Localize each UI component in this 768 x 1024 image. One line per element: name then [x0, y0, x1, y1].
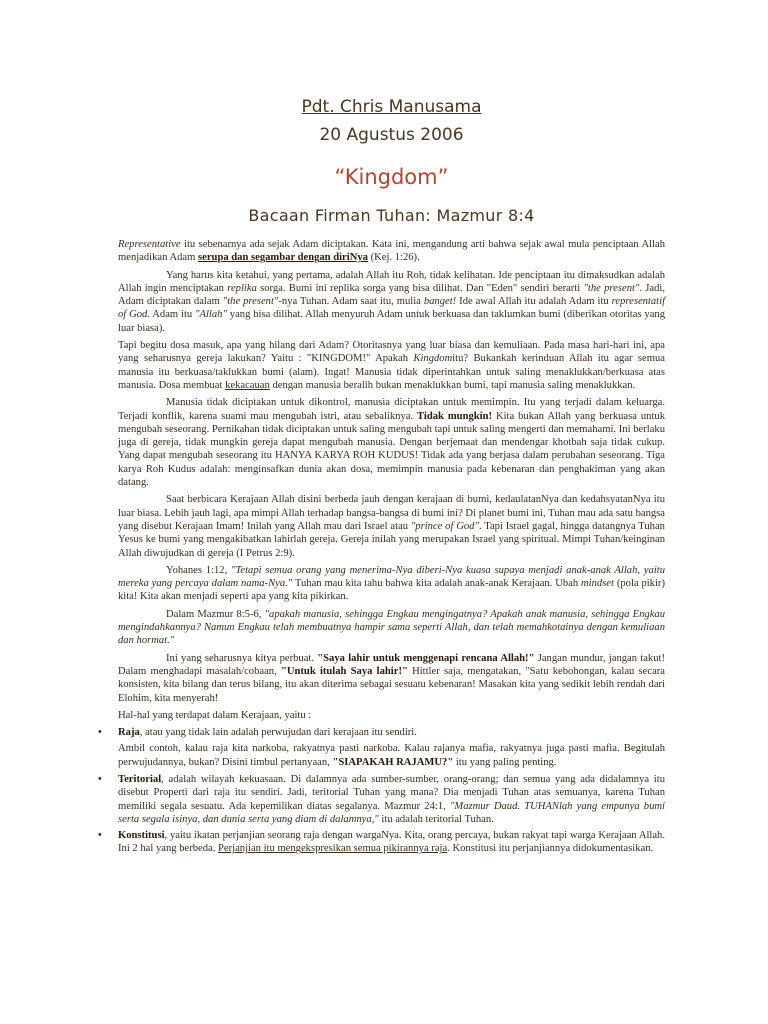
- bullet-tail: itu adalah teritorial Tuhan.: [378, 813, 494, 825]
- p4-b: Tidak mungkin!: [417, 410, 493, 422]
- p3-c: Yaitu : "KINGDOM!" Apakah: [265, 353, 414, 365]
- p2-m: yang bisa dilihat. Allah menyuruh Adam untuk berkuasa dan taklumkan bumi (diberikan otoritas yang luar biasa).: [118, 309, 665, 334]
- p6-b: "Tetapi semua orang yang menerima-Nya diberi-Nya kuasa supaya menjadi anak-anak Allah, yaitu mereka yang percaya dalam nama-Nya.": [118, 564, 665, 590]
- bullet-head: Raja: [118, 727, 140, 739]
- p8-d: "Untuk itulah Saya lahir!": [280, 665, 408, 677]
- paragraph-8: [118, 652, 665, 705]
- p5-b: "prince of God": [410, 520, 479, 532]
- p4-c: Kita bukan Allah yang berkuasa untuk mengubah seseorang. Pernikahan tidak diciptakan untuk saling mengubah tapi untuk saling mengerti dan memahami. Ini berlaku juga di gereja, tidak mungkin gereja dapat mengubah manusia. Dengan berjemaat dan mendengar khotbah saja tidak cukup. Yang dapat mengubah seseorang itu HANYA KARYA ROH KUDUS! Tidak ada yang berjasa dalam perubahan seseorang. Tiga karya Roh Kudus adalah: menginsafkan dunia akan dosa, memimpin manusia pada kebenaran dan penghakiman yang akan datang.: [118, 410, 665, 489]
- p4-a: Manusia tidak diciptakan untuk dikontrol, manusia diciptakan untuk memimpin. Itu yang terjadi dalam keluarga. Terjadi konflik, karena suami mau mengubah istri, atau sebaliknya.: [118, 397, 665, 422]
- document-header: [118, 96, 665, 226]
- sermon-title: “Kingdom”: [334, 165, 449, 189]
- sermon-date: 20 Agustus 2006: [319, 125, 464, 145]
- p2-l: "Allah": [195, 309, 227, 321]
- sub-c: itu yang paling penting.: [453, 756, 557, 768]
- p1-underline: serupa dan segambar dengan diriNya: [198, 252, 368, 264]
- p1-text: itu sebenarnya ada sejak Adam diciptakan. Kata ini, mengandung arti bahwa sejak awal mula penciptaan Allah menjadikan Adam: [118, 239, 665, 264]
- bullet-text: , yaitu ikatan perjanjian seorang raja dengan wargaNya. Kita, orang percaya, bukan rakyat tapi warga Kerajaan Allah. Ini 2 hal yang berbeda.: [118, 830, 665, 855]
- bullet-head: Konstitusi: [118, 830, 165, 842]
- p2-j: representatif of God: [118, 296, 666, 321]
- p8-b: "Saya lahir untuk menggenapi rencana Allah!": [317, 652, 535, 664]
- p3-d: Kingdom: [413, 353, 453, 365]
- bullet-tail: . Konstitusi itu perjanjiannya didokumentasikan.: [447, 843, 654, 855]
- p3-g: dengan manusia beralih bukan menaklukkan bumi, tapi manusia saling menaklukkan.: [269, 379, 636, 391]
- p2-i: Ide awal Allah itu adalah Adam itu: [456, 296, 612, 308]
- paragraph-1: [118, 238, 665, 265]
- p1-tail: (Kej. 1:26).: [367, 252, 420, 264]
- p7-a: Dalam Mazmur 8:5-6,: [166, 608, 265, 620]
- list-item-raja: [98, 726, 665, 739]
- p2-a: Yang harus kita ketahui, yang pertama, adalah Allah itu Roh, tidak kelihatan. Ide penciptaan itu dimaksudkan adalah Allah ingin menciptakan: [118, 269, 665, 294]
- paragraph-2: [118, 269, 665, 335]
- p8-e: Hittler saja, mengatakan, "Satu kebohongan, kalau secara konsisten, kita bilang dan terus bilang, itu akan diterima sebagai sesuatu kebenaran! Masakan kita yang sedikit lebih rendah dari Elohim, kita menyerah!: [118, 665, 665, 704]
- paragraph-5: [118, 493, 665, 559]
- p2-h: banget!: [423, 296, 457, 308]
- bullet-icon: •: [98, 727, 102, 739]
- p6-d: mindset: [581, 578, 614, 590]
- p6-c: Tuhan mau kita tahu bahwa kita adalah anak-anak Kerajaan. Ubah: [292, 578, 581, 590]
- list-item-teritorial: [98, 773, 665, 826]
- sub-a: Ambil contoh, kalau raja kita narkoba, rakyatnya pasti narkoba. Kalau rajanya mafia, rakyatnya juga pasti mafia. Begitulah perwujudannya, bukan? Disini timbul pertanyaan,: [118, 743, 665, 768]
- p2-g: -nya Tuhan. Adam saat itu, mulia: [278, 296, 424, 308]
- p2-b: replika: [227, 282, 257, 294]
- p3-b: apa yang seharusnya gereja lakukan?: [118, 340, 665, 365]
- bullet-text: , atau yang tidak lain adalah perwujudan dari kerajaan itu sendiri.: [139, 727, 417, 739]
- paragraph-4: [118, 396, 665, 489]
- p2-f: "the present": [222, 296, 279, 308]
- p2-d: "the present": [583, 282, 640, 294]
- p2-k: . Adam itu: [147, 309, 196, 321]
- p7-b: "apakah manusia, sehingga Engkau mengingatnya? Apakah anak manusia, sehingga Engkau mengindahkannya? Namun Engkau telah membuatnya hampir sama seperti Allah, dan telah memahkotainya dengan kemuliaan dan hormat.": [118, 608, 665, 647]
- p1-italic: Representative: [118, 239, 181, 250]
- bullet-quote: "Mazmur Daud. TUHANlah yang empunya bumi serta segala isinya, dan dunia serta yang diam di dalamnya,": [118, 800, 665, 825]
- paragraph-9: Hal-hal yang terdapat dalam Kerajaan, yaitu :: [118, 709, 312, 721]
- p6-e: (pola pikir) kita! Kita akan menjadi seperti apa yang kita pikirkan.: [118, 578, 665, 603]
- p3-e: itu? Bukankah kerinduan Allah itu agar semua manusia itu berkuasa/taklukkan bumi (alam). Ingat! Manusia tidak diperintahkan untuk saling menaklukkan/berkuasa atas manusia. Dosa membuat: [118, 353, 665, 391]
- p3-a: Tapi begitu dosa masuk, apa yang hilang dari Adam? Otoritasnya yang luar biasa dan kemuliaan. Pada masa hari-hari ini,: [118, 340, 651, 352]
- p2-c: sorga. Bumi ini replika sorga yang bisa dilihat. Dan "Eden" sendiri berarti: [256, 282, 584, 294]
- p8-a: Ini yang seharusnya kitya perbuat.: [166, 652, 318, 664]
- p6-a: Yohanes 1:12,: [166, 564, 232, 576]
- bullet-text: , adalah wilayah kekuasaan. Di dalamnya ada sumber-sumber, orang-orang; dan semua yang ada didalamnya itu disebut Properti dari raja itu sendiri. Jadi, teritorial Tuhan yang mana? Dia menjadi Tuhan atas semuanya, karena Tuhan memiliki segala sesuatu. Ada kepemilikan diatas segalanya. Mazmur 24:1,: [118, 773, 665, 812]
- p8-c: Jangan mundur, jangan takut! Dalam menghadapi masalah/cobaan,: [118, 652, 665, 677]
- p2-e: . Jadi, Adam diciptakan dalam: [118, 282, 666, 308]
- p3-f: kekacauan: [225, 379, 270, 391]
- author-name: Pdt. Chris Manusama: [301, 97, 482, 117]
- document-body: [98, 238, 666, 856]
- bullet-icon: •: [98, 773, 102, 785]
- bullet-head: Teritorial: [118, 773, 162, 785]
- p5-a: Saat berbicara Kerajaan Allah disini berbeda jauh dengan kerajaan di bumi, kedaulatanNya dan kedahsyatanNya itu luar biasa. Lebih jauh lagi, apa mimpi Allah terhadap bangsa-bangsa di bumi ini? Di planet bumi ini, Tuhan mau ada satu bangsa yang disebut Kerajaan Imam! Inilah yang Allah mau dari Israel atau: [118, 494, 665, 532]
- bullet-underline: Perjanjian itu mengekspresikan semua pikirannya raja: [218, 843, 448, 855]
- list-item-raja-detail: [118, 742, 665, 769]
- paragraph-3: [118, 339, 665, 392]
- scripture-reading: Bacaan Firman Tuhan: Mazmur 8:4: [248, 206, 535, 225]
- list-item-konstitusi: [98, 829, 665, 856]
- sub-b: "SIAPAKAH RAJAMU?": [332, 756, 454, 768]
- paragraph-6: [118, 564, 665, 604]
- bullet-icon: •: [98, 830, 102, 842]
- paragraph-7: [118, 608, 665, 648]
- p5-c: . Tapi Israel gagal, hingga datangnya Tuhan Yesus ke bumi yang mengakibatkan lahirlah gereja. Gereja inilah yang merupakan Israel yang spiritual. Mimpi Tuhan/keinginan Allah diwujudkan di gereja (I Petrus 2:9).: [118, 520, 665, 559]
